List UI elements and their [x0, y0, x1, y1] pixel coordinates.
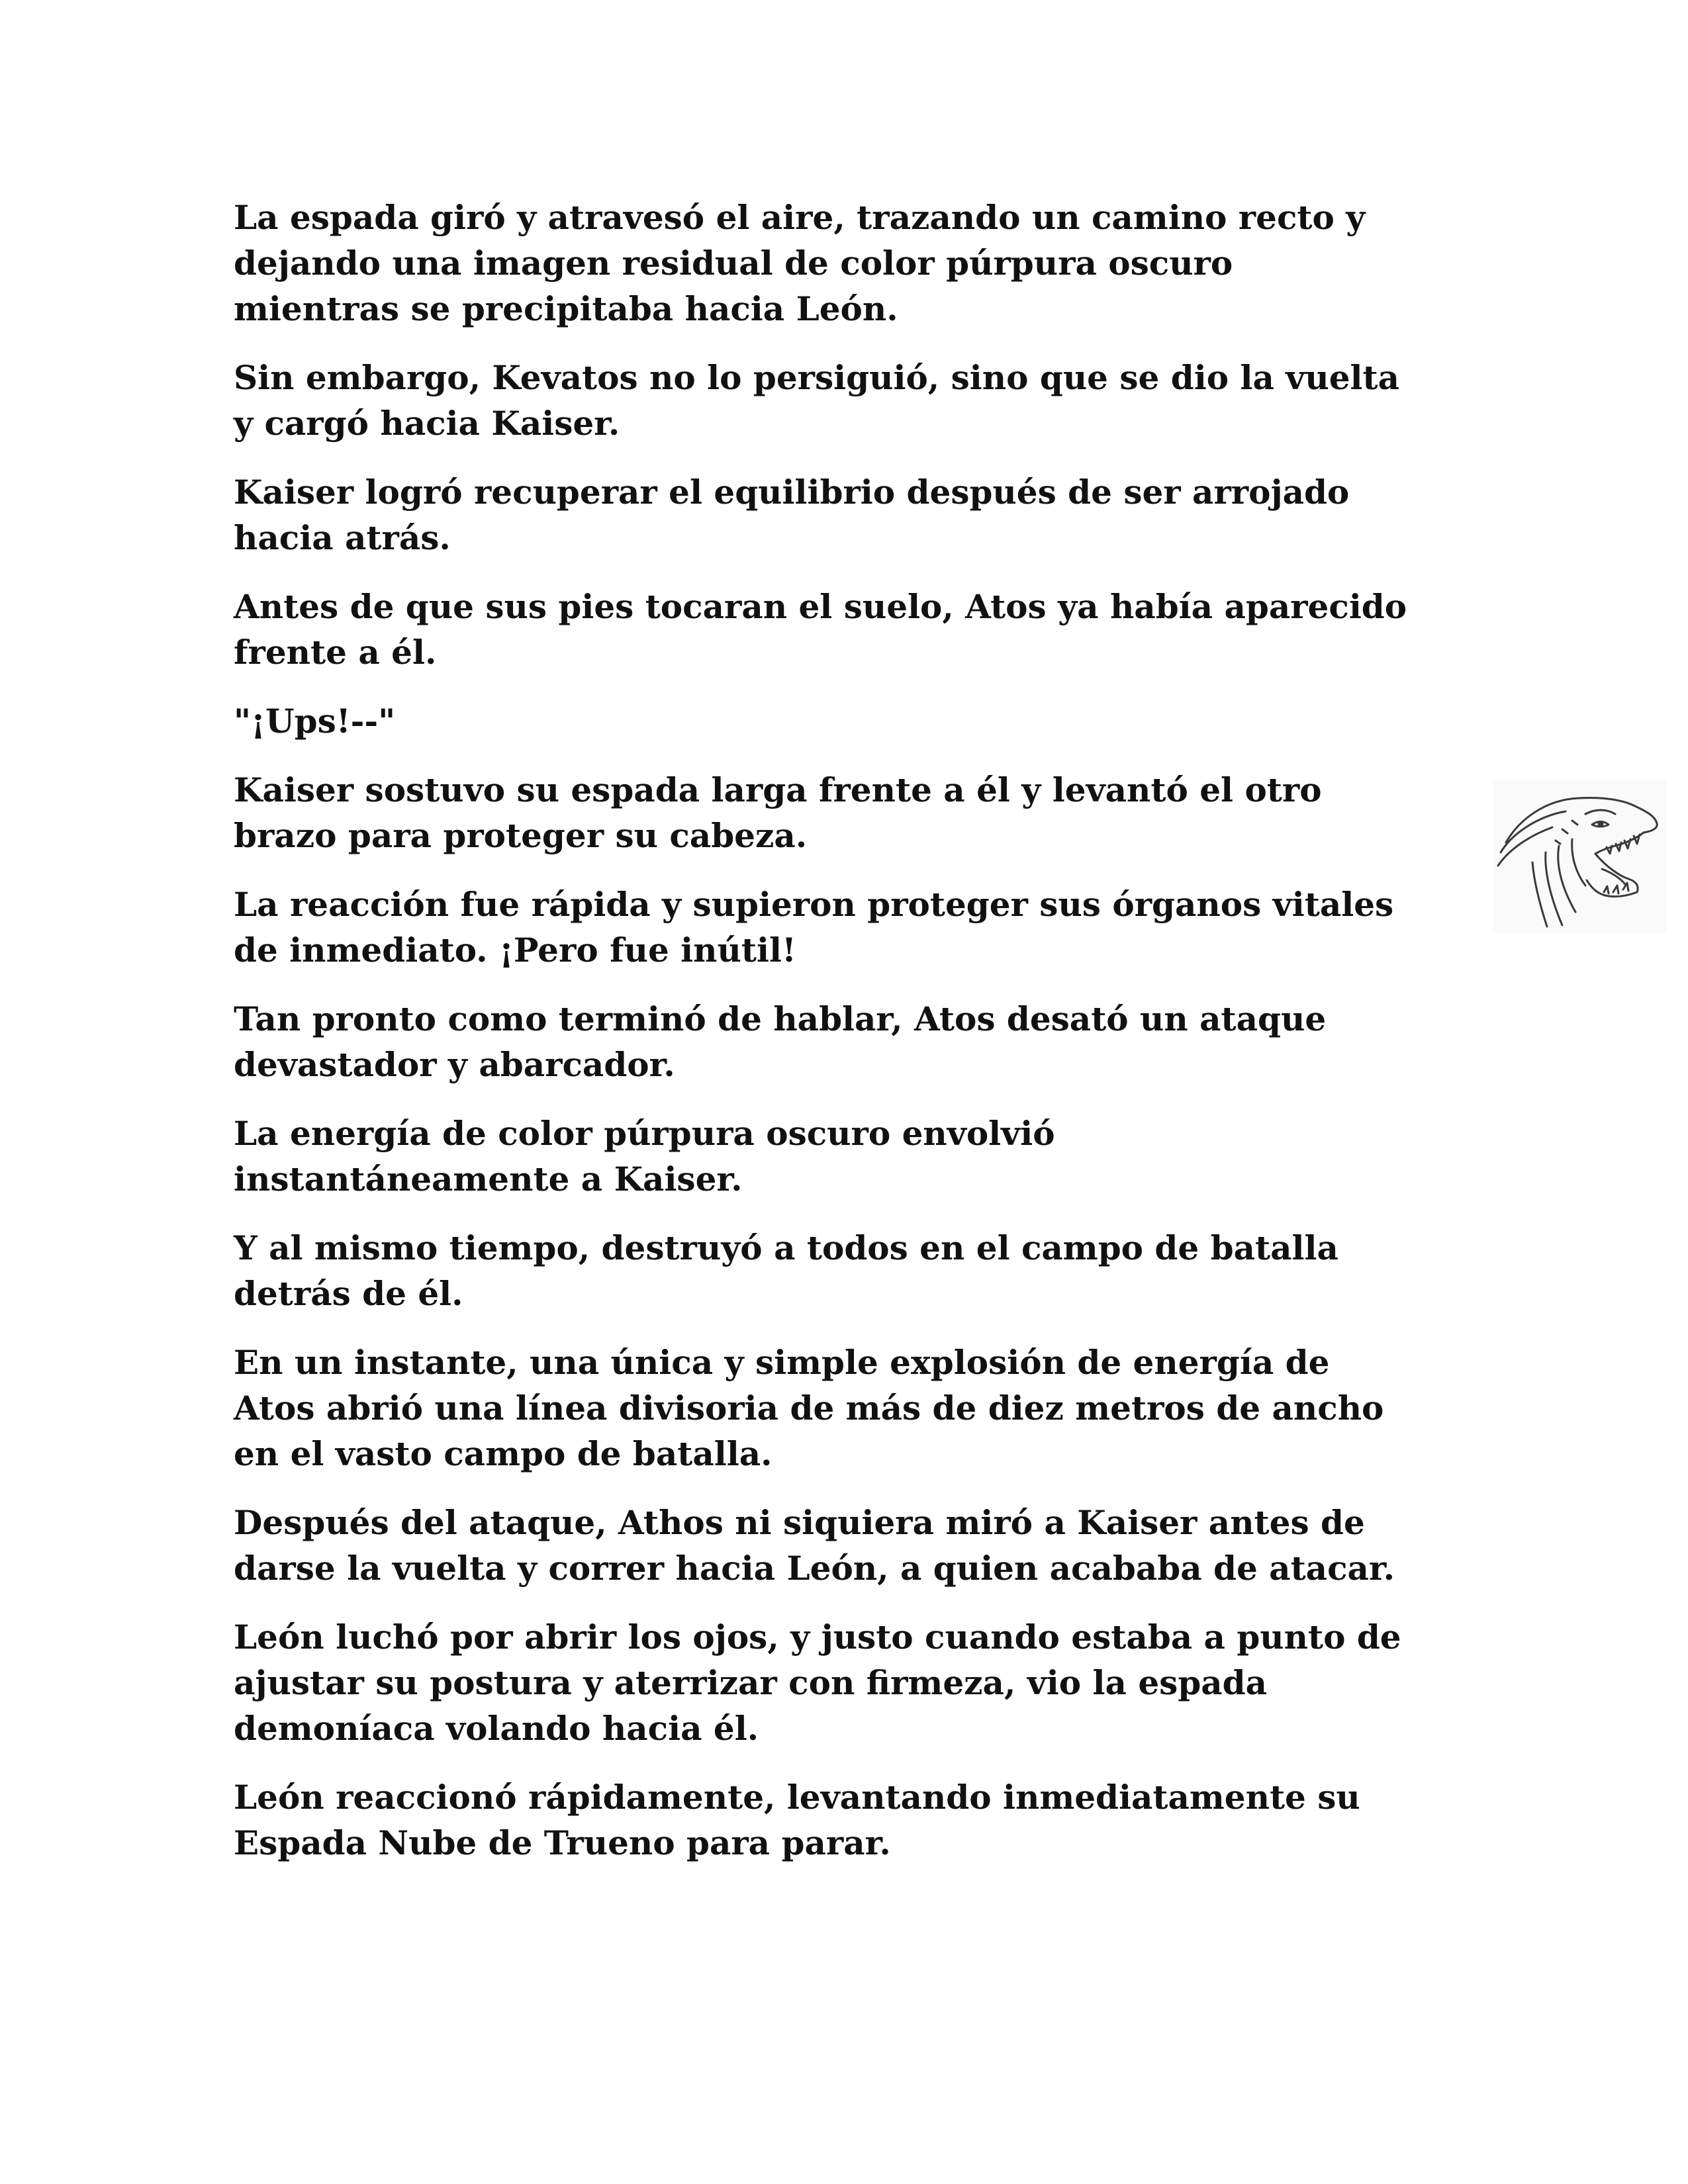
paragraph-10: Y al mismo tiempo, destruyó a todos en el campo de batalla detrás de él.	[234, 1228, 1338, 1313]
paragraph-1: La espada giró y atravesó el aire, trazando un camino recto y dejando una imagen residual de color púrpura oscuro mientras se precipitaba hacia León.	[234, 198, 1366, 328]
paragraph-14: León reaccionó rápidamente, levantando inmediatamente su Espada Nube de Trueno para parar.	[234, 1778, 1360, 1862]
paragraph-7: La reacción fue rápida y supieron proteger sus órganos vitales de inmediato. ¡Pero fue inútil!	[234, 885, 1394, 970]
paragraph-3: Kaiser logró recuperar el equilibrio después de ser arrojado hacia atrás.	[234, 473, 1350, 557]
text-column	[234, 195, 1491, 1889]
paragraph-6: Kaiser sostuvo su espada larga frente a él y levantó el otro brazo para proteger su cabeza.	[234, 770, 1322, 855]
paragraph-13: León luchó por abrir los ojos, y justo cuando estaba a punto de ajustar su postura y aterrizar con firmeza, vio la espada demoníaca volando hacia él.	[234, 1617, 1401, 1748]
paragraph-12: Después del ataque, Athos ni siquiera miró a Kaiser antes de darse la vuelta y correr hacia León, a quien acababa de atacar.	[234, 1503, 1395, 1588]
paragraph-2: Sin embargo, Kevatos no lo persiguió, sino que se dio la vuelta y cargó hacia Kaiser.	[234, 358, 1399, 443]
paragraph-4: Antes de que sus pies tocaran el suelo, Atos ya había aparecido frente a él.	[234, 587, 1407, 672]
paragraph-9: La energía de color púrpura oscuro envolvió instantáneamente a Kaiser.	[234, 1114, 1055, 1199]
paragraph-5: "¡Ups!--"	[234, 702, 396, 741]
paragraph-11: En un instante, una única y simple explosión de energía de Atos abrió una línea divisoria de más de diez metros de ancho en el vasto campo de batalla.	[234, 1343, 1384, 1473]
dinosaur-head-icon	[1493, 780, 1666, 933]
paragraph-8: Tan pronto como terminó de hablar, Atos desató un ataque devastador y abarcador.	[234, 999, 1327, 1084]
